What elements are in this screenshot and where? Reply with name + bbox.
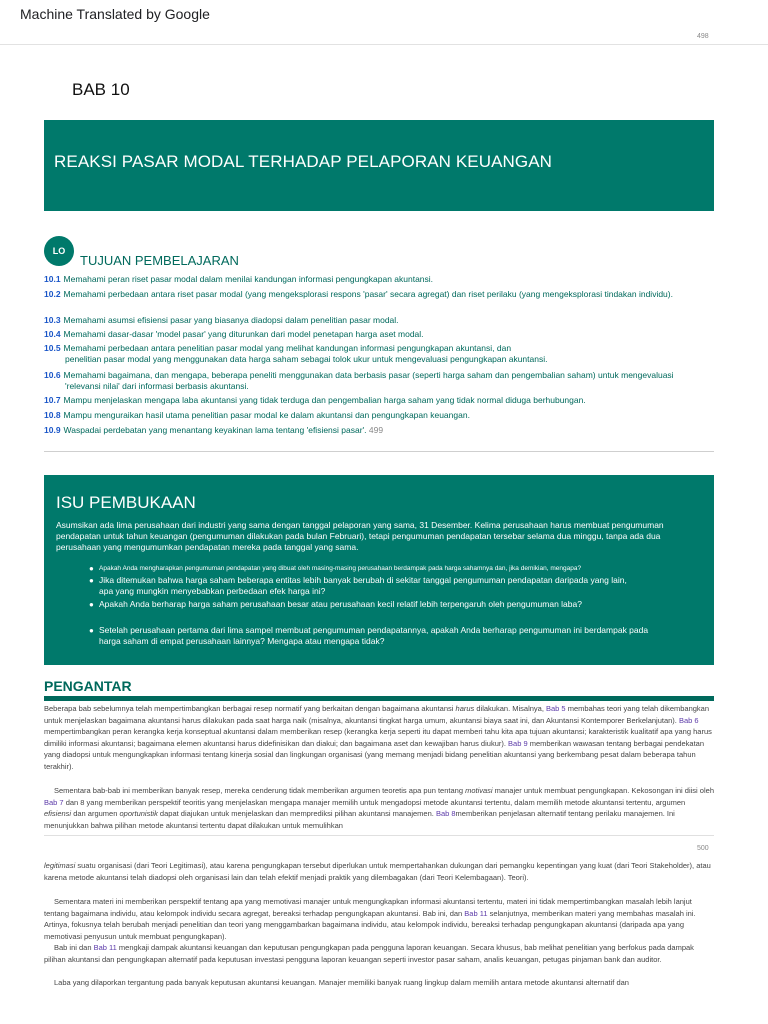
objective-text: Memahami peran riset pasar modal dalam menilai kandungan informasi pengungkapan akuntansi. [63,274,434,284]
opening-bullet [89,625,709,636]
chapter-link[interactable]: Bab 9 [508,738,528,748]
chapter-link[interactable]: Bab 8 [435,809,456,819]
objective-text: Mampu menguraikan hasil utama penelitian pasar modal ke dalam akuntansi dan pengungkapan keuangan. [63,410,470,420]
paragraph: Bab ini dan Bab 11 mengkaji dampak akuntansi keuangan dan keputusan pengungkapan pada pengguna laporan keuangan. Secara khusus, bab melihat penelitian yang berfokus pada dampak pilihan akuntansi dan pengungkapan alternatif pada keputusan investasi pengguna laporan keuangan seperti investor pasar saham, analis keuangan, petugas pinjaman bank dan auditor. [44,943,694,964]
objective-text: Memahami perbedaan antara riset pasar modal (yang mengeksplorasi respons 'pasar' secara agregat) dan riset perilaku (yang mengeksplorasi tindakan individu). [63,289,673,299]
objective-item [44,274,719,285]
bullet-text: Apakah Anda berharap harga saham perusahaan besar atau perusahaan kecil relatif lebih terpengaruh oleh pengumuman laba? [99,599,582,609]
objective-text: Mampu menjelaskan mengapa laba akuntansi yang tidak terduga dan pengembalian harga saham yang tidak normal diduga berhubungan. [63,395,586,405]
learning-objectives-badge: LO [44,236,74,266]
paragraph: Laba yang dilaporkan tergantung pada banyak keputusan akuntansi keuangan. Manajer memiliki banyak ruang lingkup dalam memilih antara metode akuntansi alternatif dan [54,978,629,987]
objective-number: 10.3 [44,315,61,325]
objective-text-cont: penelitian pasar modal yang menggunakan data harga saham sebagai tolok ukur untuk mengevaluasi pengungkapan akuntansi. [65,354,548,364]
paragraph: Sementara bab-bab ini memberikan banyak resep, mereka cenderung tidak memberikan argumen teoretis apa pun tentang motivasi manajer untuk membuat pengungkapan. Kekosongan ini diisi oleh Bab 7 dan 8 yang memberikan perspektif teoritis yang menjelaskan mengapa manajer memilih untuk mengadopsi metode akuntansi tertentu, dalam memilih metode akuntansi tertentu, argumen efisiensi dan argumen oportunistik dapat diajukan untuk menjelaskan dan memprediksi pilihan akuntansi manajemen. Bab 8memberikan penjelasan alternatif tentang perilaku manajemen. Ini menunjukkan bahwa pilihan metode akuntansi tertentu dapat dilakukan untuk memulihkan [44,786,714,830]
objective-text: Memahami bagaimana, dan mengapa, beberapa peneliti menggunakan data berbasis pasar (seperti harga saham dan pengembalian saham) untuk mengevaluasi [63,370,674,380]
objective-number: 10.5 [44,343,61,353]
objective-item [44,410,719,421]
section-title: PENGANTAR [44,678,132,694]
opening-bullet [89,599,709,610]
opening-issue-box [44,475,714,665]
opening-bullet [89,575,709,586]
objective-item [44,395,719,406]
chapter-title: REAKSI PASAR MODAL TERHADAP PELAPORAN KEUANGAN [54,152,553,171]
page-break-divider [44,835,714,836]
chapter-link[interactable]: Bab 7 [44,797,64,807]
objective-number: 10.6 [44,370,61,380]
bullet-text: apa yang mungkin menyebabkan perbedaan efek harga ini? [99,586,326,596]
chapter-link[interactable]: Bab 11 [93,943,117,952]
paragraph: Beberapa bab sebelumnya telah mempertimbangkan berbagai resep normatif yang berkaitan dengan bagaimana akuntansi harus dilakukan. Misalnya, Bab 5 membahas teori yang telah dikembangkan untuk menjelaskan bagaimana akuntansi harus dilakukan pada saat harga naik (misalnya, akuntansi tingkat harga umum, akuntansi biaya saat ini, dan Akuntansi Kontemporer Berkelanjutan). Bab 6 mempertimbangkan peran kerangka kerja konseptual akuntansi dalam memberikan resep (kerangka kerja seperti itu dapat memberi tahu kita apa tujuan akuntansi; karakteristik kualitatif apa yang harus dimiliki informasi akuntansi; bagaimana elemen akuntansi harus didefinisikan dan diakui; dan bagaimana aset dan kewajiban harus diukur). Bab 9 memberikan wawasan tentang berbagai pendekatan yang diadopsi untuk mengungkapkan informasi tentang kinerja sosial dan lingkungan organisasi (yang memang menjadi bidang penelitian akuntansi yang berkembang pesat dalam beberapa tahun terakhir). [44,704,712,771]
section-rule [44,696,714,701]
bullet-icon: ● [89,576,94,585]
divider [44,451,714,452]
paragraph: legitimasi suatu organisasi (dari Teori Legitimasi), atau karena pengungkapan tersebut diperlukan untuk mempertahankan dukungan dari pemangku kepentingan yang kuat (dari Teori Stakeholder), atau karena metode akuntansi telah diadopsi oleh organisasi lain dan telah efektif menjadi praktik yang dilembagakan (dari Teori Kelembagaan). Teori). [44,861,711,882]
objective-text: Memahami perbedaan antara penelitian pasar modal yang melihat kandungan informasi pengungkapan akuntansi, dan [63,343,512,353]
bullet-text: Jika ditemukan bahwa harga saham beberapa entitas lebih banyak berubah di sekitar tanggal pengumuman pendapatan daripada yang lain, [99,575,627,585]
page-number-middle: 500 [697,845,709,852]
chapter-link[interactable]: Bab 11 [464,908,488,918]
page-reference: 499 [368,425,384,435]
opening-issue-intro: Asumsikan ada lima perusahaan dari industri yang sama dengan tanggal pelaporan yang sama, 31 Desember. Kelima perusahaan harus membuat pengumuman pendapatan untuk tahun keuangan (pengumuman dilakukan pada bulan Februari), tetapi pengumuman pendapatan tersebar selama dua minggu, tanpa ada dua perusahaan yang mengumumkan pendapatan mereka pada tanggal yang sama. [56,520,664,552]
learning-objectives-heading: TUJUAN PEMBELAJARAN [80,253,239,268]
objective-item [44,370,719,392]
paragraph: Sementara materi ini memberikan perspektif tentang apa yang memotivasi manajer untuk mengungkapkan informasi akuntansi tertentu, materi ini tidak mempertimbangkan masalah lebih lanjut tentang bagaimana individu, atau kelompok individu secara agregat, bereaksi terhadap pengungkapan akuntansi. Bab ini, dan Bab 11 selanjutnya, memberikan materi yang membahas masalah ini. Artinya, fokusnya telah berubah menjadi penelitian dan teori yang menggambarkan bagaimana individu, atau kelompok individu, bereaksi terhadap pengungkapan akuntansi (daripada apa yang memotivasi penyusun untuk membuat pengungkapan). [44,897,696,941]
objective-text: Memahami asumsi efisiensi pasar yang biasanya diadopsi dalam penelitian pasar modal. [63,315,399,325]
bullet-icon: ● [89,600,94,609]
chapter-label: BAB 10 [72,80,130,99]
chapter-link[interactable]: Bab 6 [678,715,699,725]
translation-title: Machine Translated by Google [20,6,210,22]
objective-text: Memahami dasar-dasar 'model pasar' yang diturunkan dari model penetapan harga aset modal. [63,329,424,339]
opening-issue-heading: ISU PEMBUKAAN [56,493,196,512]
objective-item [44,315,719,326]
objective-number: 10.9 [44,425,61,435]
translation-header [0,0,768,45]
bullet-text: Apakah Anda mengharapkan pengumuman pendapatan yang dibuat oleh masing-masing perusahaan berdampak pada harga sahamnya dan, jika demikian, mengapa? [99,565,582,572]
objective-text-cont: 'relevansi nilai' dari informasi berbasis akuntansi. [65,381,249,391]
objective-text: Waspadai perdebatan yang menantang keyakinan lama tentang 'efisiensi pasar'. [63,425,367,435]
objective-item [44,425,719,436]
objective-number: 10.1 [44,274,61,284]
opening-bullet-cont [99,636,709,647]
bullet-text: harga saham di empat perusahaan lainnya? Mengapa atau mengapa tidak? [99,636,385,646]
bullet-icon: ● [89,626,94,635]
objective-number: 10.8 [44,410,61,420]
objective-item [44,329,719,340]
opening-bullet [89,563,709,574]
objective-number: 10.4 [44,329,61,339]
chapter-banner [44,120,714,211]
bullet-text: Setelah perusahaan pertama dari lima sampel membuat pengumuman pendapatannya, apakah Anda berharap pengumuman ini berdampak pada [99,625,649,635]
chapter-link[interactable]: Bab 5 [546,704,566,713]
page-number-top: 498 [697,33,709,40]
objective-item [44,289,719,300]
objective-number: 10.2 [44,289,61,299]
opening-bullet-cont [99,586,709,597]
bullet-icon: ● [89,564,94,573]
objective-item [44,343,719,365]
objective-number: 10.7 [44,395,61,405]
